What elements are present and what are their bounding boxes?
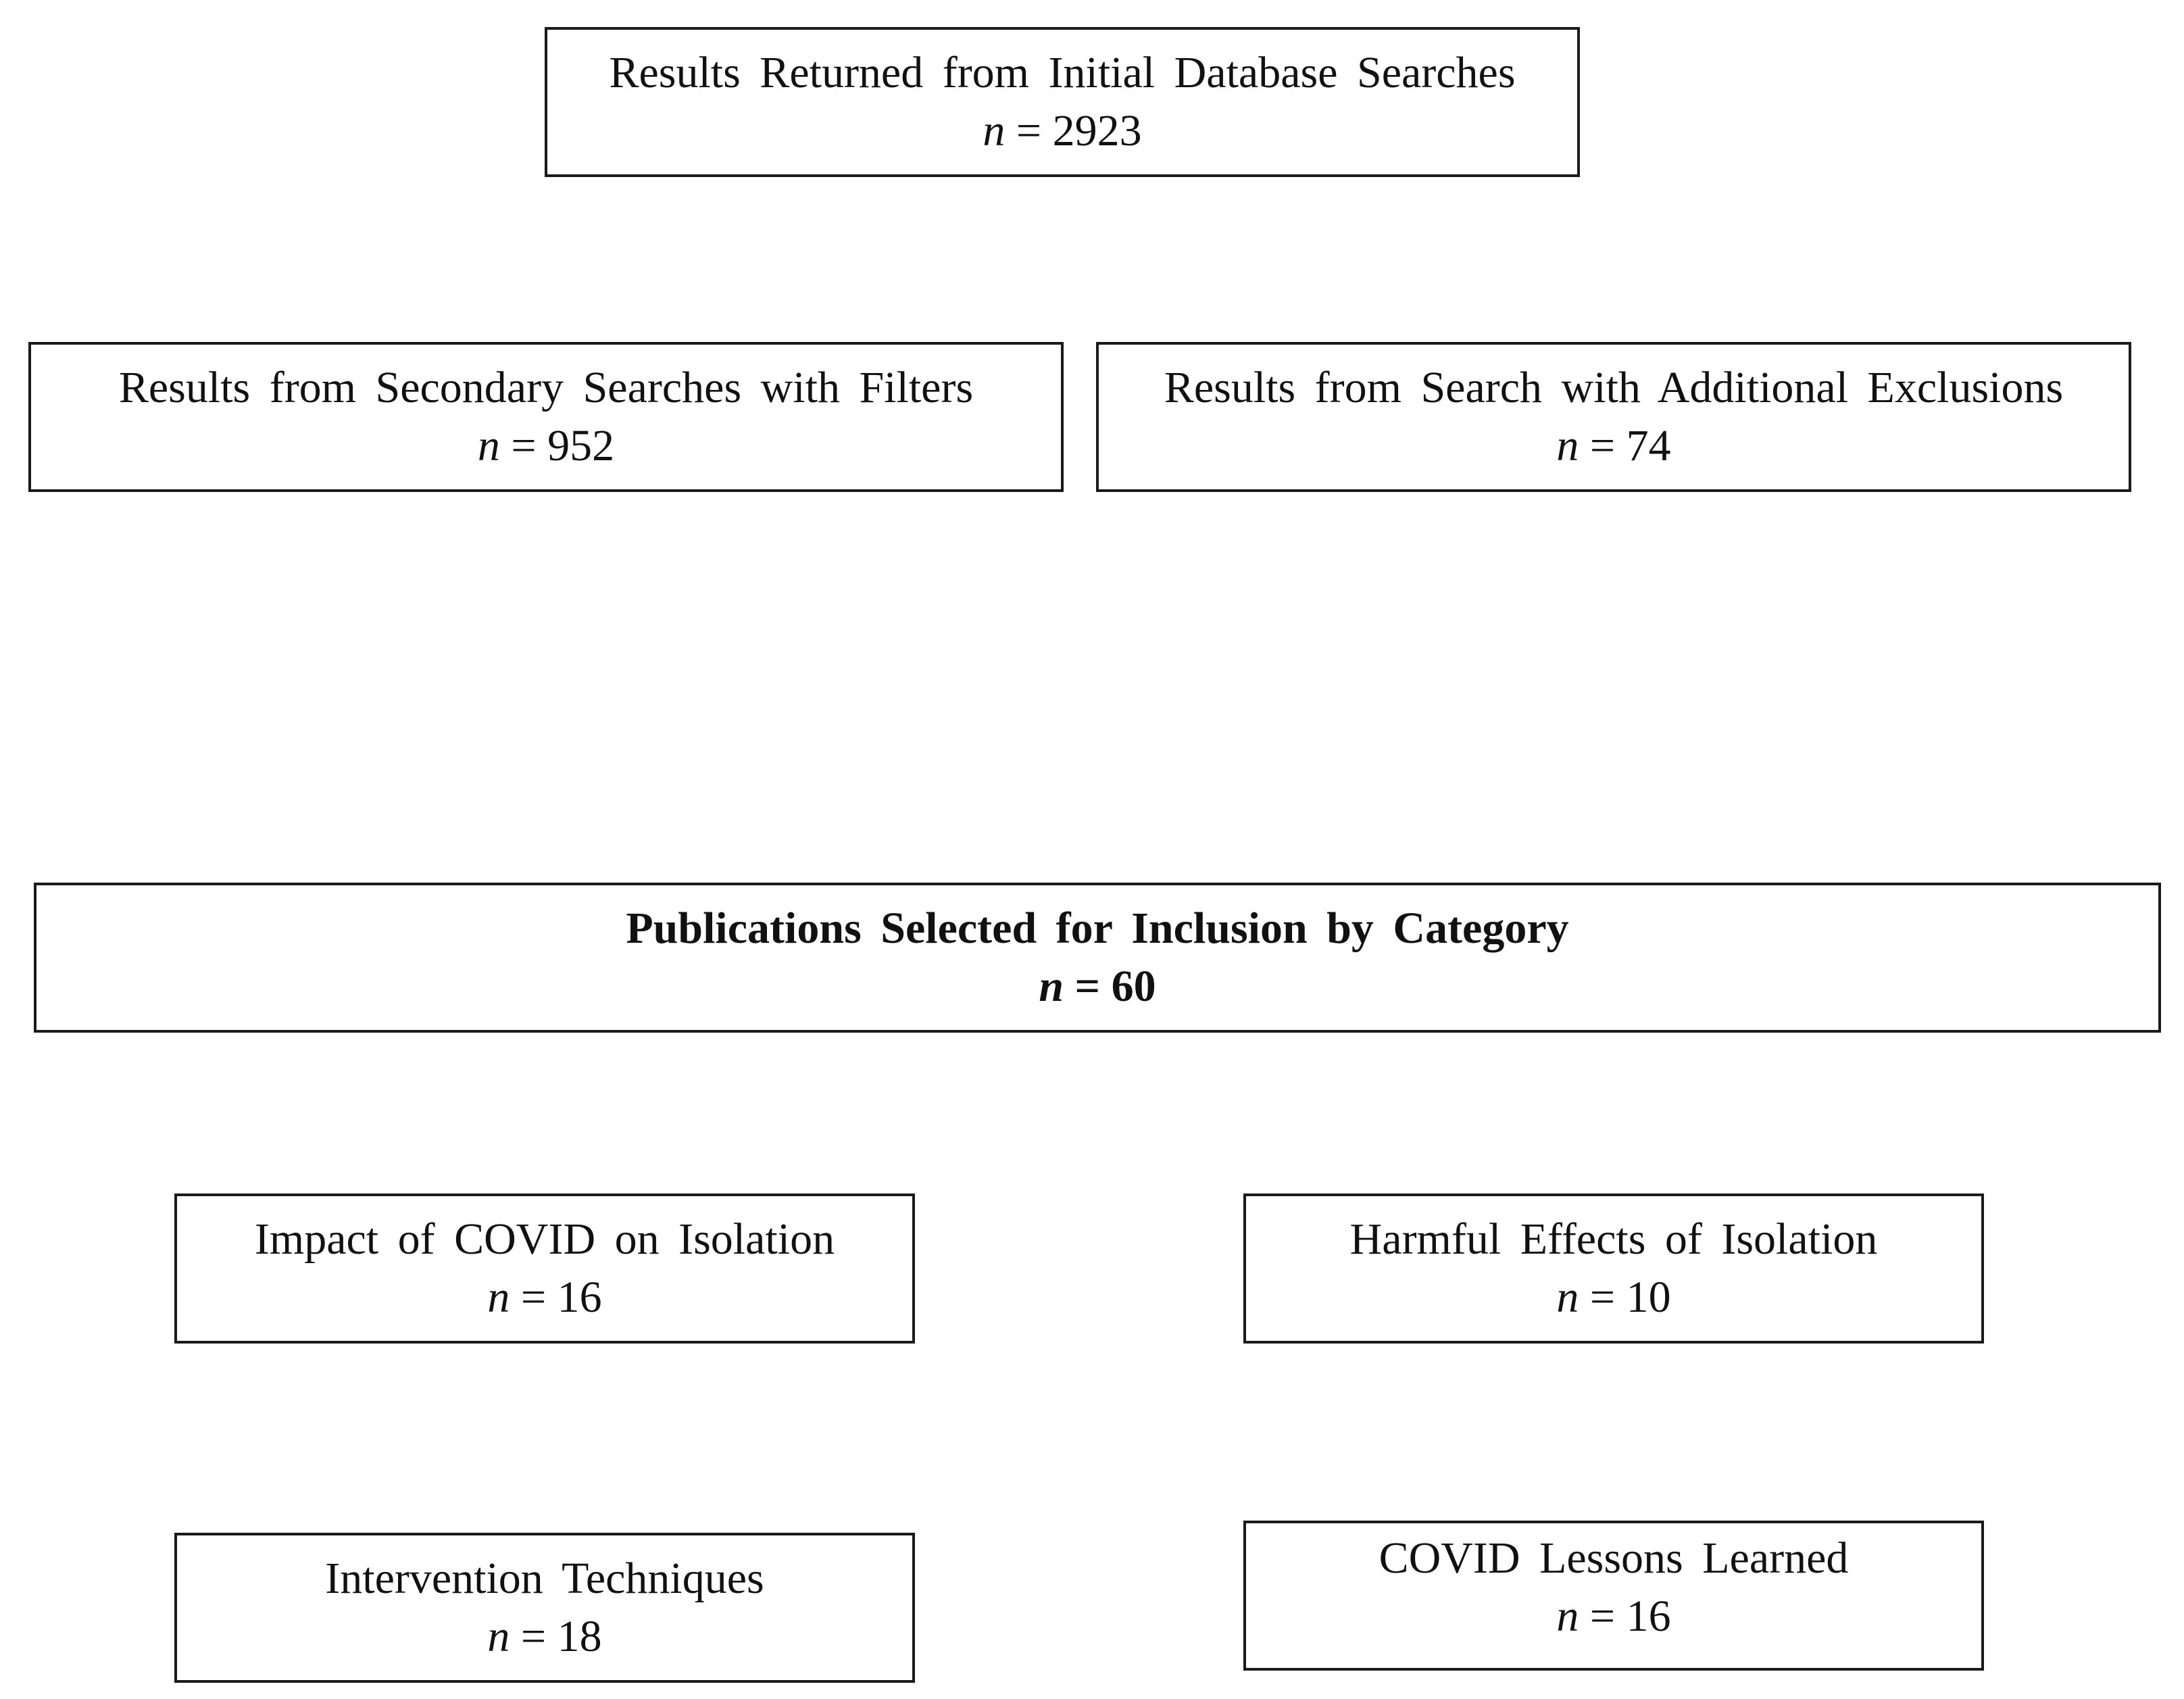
n-value: = 16 xyxy=(510,1273,602,1322)
n-symbol: n xyxy=(1039,962,1064,1011)
box-label: Harmful Effects of Isolation xyxy=(1349,1214,1878,1264)
n-value: = 952 xyxy=(499,421,615,470)
box-count xyxy=(487,1269,601,1327)
box-label: Impact of COVID on Isolation xyxy=(254,1214,835,1264)
box-count xyxy=(1039,958,1156,1016)
box-label: Intervention Techniques xyxy=(325,1554,764,1604)
box-count xyxy=(487,1608,601,1666)
n-value: = 16 xyxy=(1579,1592,1671,1641)
box-label: Results from Search with Additional Exclusions xyxy=(1164,363,2064,413)
box-category-harmful-effects xyxy=(1243,1193,1984,1344)
box-label: Publications Selected for Inclusion by Category xyxy=(626,904,1569,954)
n-value: = 2923 xyxy=(1005,106,1142,155)
n-symbol: n xyxy=(487,1273,510,1322)
box-label: Results from Secondary Searches with Filters xyxy=(118,363,974,413)
n-value: = 18 xyxy=(510,1612,602,1661)
n-value: = 60 xyxy=(1064,962,1156,1011)
n-symbol: n xyxy=(487,1612,510,1661)
n-value: = 74 xyxy=(1579,421,1671,470)
box-category-impact-of-covid xyxy=(174,1193,915,1344)
box-category-covid-lessons-learned xyxy=(1243,1521,1984,1671)
box-label: COVID Lessons Learned xyxy=(1379,1533,1849,1583)
box-initial-database-searches xyxy=(545,27,1580,177)
box-count xyxy=(1556,417,1670,475)
box-label: Results Returned from Initial Database Searches xyxy=(609,48,1516,98)
box-count xyxy=(1556,1587,1670,1646)
n-symbol: n xyxy=(477,421,500,470)
n-symbol: n xyxy=(1556,1273,1579,1322)
n-value: = 10 xyxy=(1579,1273,1671,1322)
n-symbol: n xyxy=(1556,421,1579,470)
box-count xyxy=(478,417,614,475)
box-publications-selected xyxy=(34,883,2161,1033)
box-additional-exclusions xyxy=(1096,342,2131,492)
box-category-intervention-techniques xyxy=(174,1533,915,1683)
n-symbol: n xyxy=(983,106,1006,155)
box-count xyxy=(1556,1269,1670,1327)
box-secondary-searches xyxy=(28,342,1064,492)
box-count xyxy=(983,102,1141,160)
n-symbol: n xyxy=(1556,1592,1579,1641)
